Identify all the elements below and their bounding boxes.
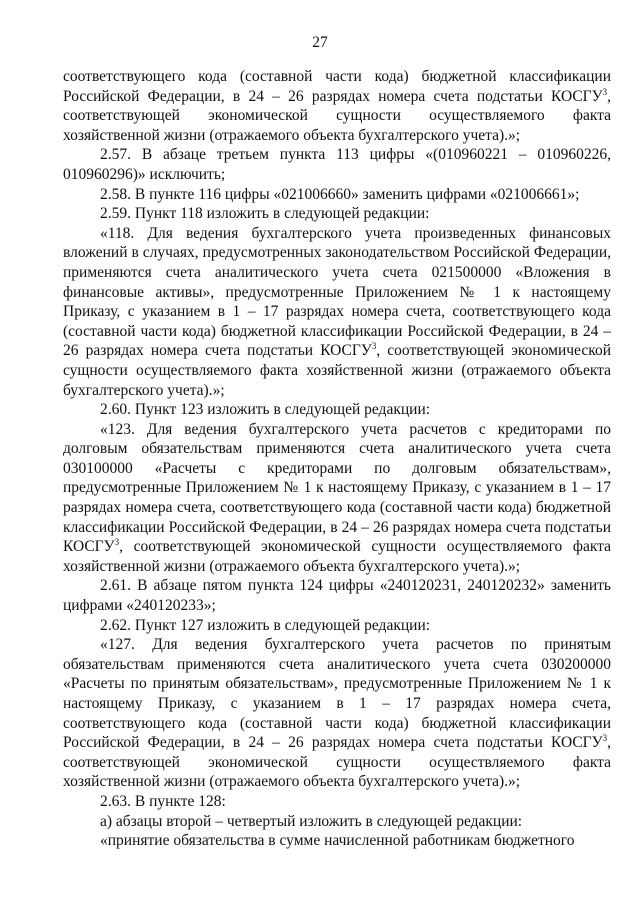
paragraph [63, 224, 611, 400]
paragraph-text: «127. Для ведения бухгалтерского учета расчетов по принятым обязательствам применяются счета аналитического учета счета 030200000 «Расчеты по принятым обязательствам», предусмотренные Приложением № 1 к настоящему Приказу, с указанием в 1 – 17 разрядах номера счета, соответствующего кода (составной части кода) бюджетной классификации Российской Федерации, в 24 – 26 разрядах номера счета подстатьи КОСГУ [63, 636, 611, 752]
paragraph-text: 2.58. В пункте 116 цифры «021006660» заменить цифрами «021006661»; [100, 185, 580, 203]
footnote-ref: 3 [371, 341, 377, 352]
footnote-ref: 3 [602, 86, 608, 97]
paragraph [63, 204, 611, 224]
paragraph [63, 185, 611, 205]
paragraph [63, 420, 611, 577]
paragraph-text: «принятие обязательства в сумме начисленной работникам бюджетного [100, 832, 575, 850]
paragraph-text: , соответствующей экономической сущности осуществляемого факта хозяйственной жизни (отражаемого объекта бухгалтерского учета).»; [63, 87, 611, 144]
paragraph-text: соответствующего кода (составной части кода) бюджетной классификации Российской Федерации, в 24 – 26 разрядах номера счета подстатьи КОСГУ [63, 68, 611, 105]
document-body [63, 67, 611, 851]
paragraph-text: 2.59. Пункт 118 изложить в следующей редакции: [100, 205, 430, 223]
paragraph-text: , соответствующей экономической сущности осуществляемого факта хозяйственной жизни (отражаемого объекта бухгалтерского учета).»; [63, 734, 611, 791]
paragraph-text: «118. Для ведения бухгалтерского учета произведенных финансовых вложений в случаях, предусмотренных законодательством Российской Федерации, применяются счета аналитического учета счета 021500000 «Вложения в финансовые активы», предусмотренные Приложением № 1 к настоящему Приказу, с указанием в 1 – 17 разрядах номера счета, соответствующего кода (составной части кода) бюджетной классификации Российской Федерации, в 24 – 26 разрядах номера счета подстатьи КОСГУ [63, 224, 611, 360]
paragraph-text: 2.60. Пункт 123 изложить в следующей редакции: [100, 401, 431, 419]
paragraph [63, 635, 611, 792]
paragraph [63, 831, 611, 851]
footnote-ref: 3 [602, 733, 608, 744]
paragraph [63, 792, 611, 812]
page-number: 27 [312, 34, 328, 51]
paragraph [63, 616, 611, 636]
paragraph [63, 576, 611, 615]
paragraph-text: 2.62. Пункт 127 изложить в следующей редакции: [100, 616, 431, 634]
paragraph-text: а) абзацы второй – четвертый изложить в следующей редакции: [100, 812, 523, 830]
paragraph [63, 400, 611, 420]
paragraph-text: 2.57. В абзаце третьем пункта 113 цифры «(010960221 – 010960226, 010960296)» исключить; [63, 146, 611, 183]
paragraph [63, 812, 611, 832]
paragraph-text: 2.61. В абзаце пятом пункта 124 цифры «240120231, 240120232» заменить цифрами «240120233»; [63, 577, 611, 615]
paragraph [63, 67, 611, 145]
paragraph-text: , соответствующей экономической сущности осуществляемого факта хозяйственной жизни (отражаемого объекта бухгалтерского учета).»; [63, 342, 611, 399]
paragraph [63, 145, 611, 184]
footnote-ref: 3 [114, 537, 120, 548]
paragraph-text: 2.63. В пункте 128: [100, 792, 226, 810]
paragraph-text: , соответствующей экономической сущности осуществляемого факта хозяйственной жизни (отражаемого объекта бухгалтерского учета).»; [63, 538, 611, 575]
paragraph-text: «123. Для ведения бухгалтерского учета расчетов с кредиторами по долговым обязательствам применяются счета аналитического учета счета 030100000 «Расчеты с кредиторами по долговым обязательствам», предусмотренные Приложением № 1 к настоящему Приказу, с указанием в 1 – 17 разрядах номера счета, соответствующего кода (составной части кода) бюджетной классификации Российской Федерации, в 24 – 26 разрядах номера счета подстатьи КОСГУ [63, 420, 611, 556]
